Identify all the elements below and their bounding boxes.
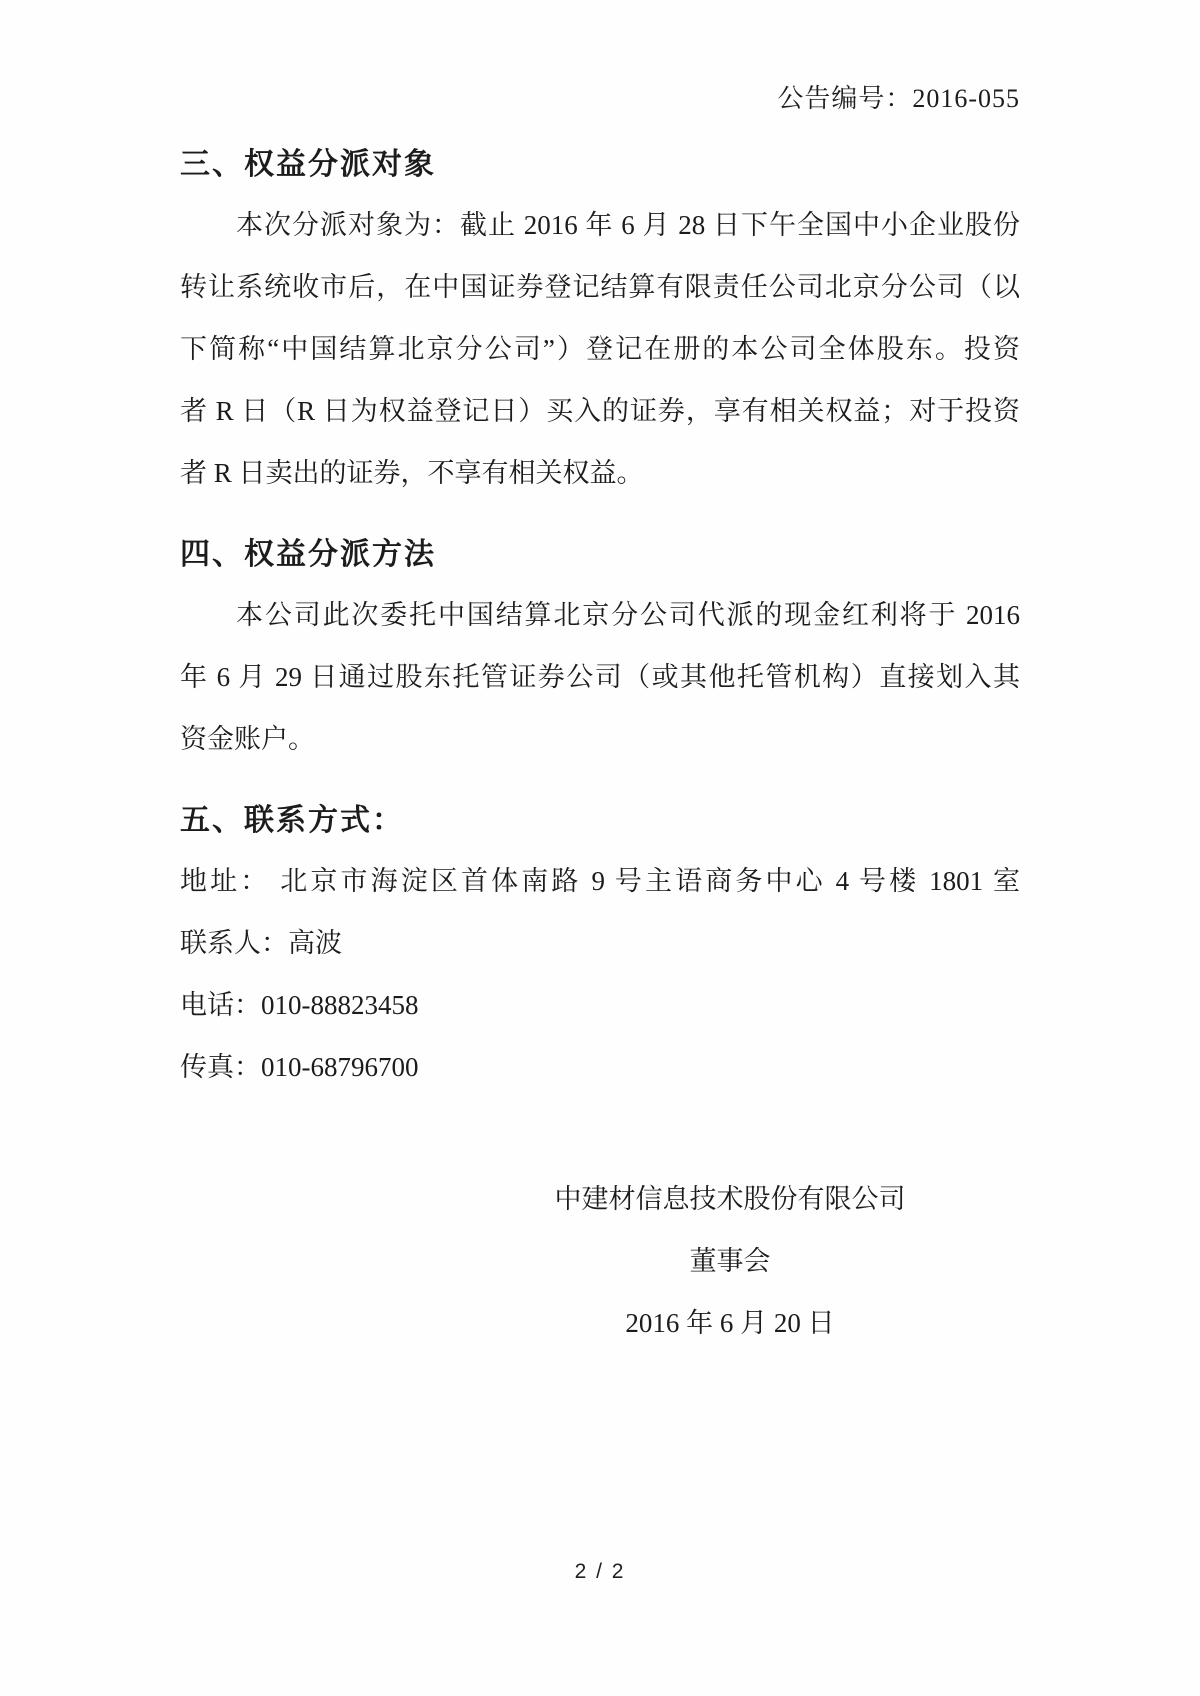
paragraph-line: 本公司此次委托中国结算北京分公司代派的现金红利将于 2016 — [236, 600, 1020, 630]
paragraph-line: 本次分派对象为：截止 2016 年 6 月 28 日下午全国中小企业股份 — [236, 210, 1020, 240]
phone-line: 电话：010-88823458 — [180, 990, 419, 1020]
announcement-number: 公告编号：2016-055 — [777, 84, 1020, 113]
signature-block — [440, 1168, 1020, 1354]
document-content — [180, 0, 1020, 1354]
section-heading-contact-info: 五、联系方式： — [180, 804, 404, 837]
contact-person-line: 联系人：高波 — [180, 928, 342, 958]
paragraph-line: 者 R 日卖出的证券，不享有相关权益。 — [180, 458, 644, 488]
board-signature: 董事会 — [689, 1246, 771, 1276]
paragraph-line: 者 R 日（R 日为权益登记日）买入的证券，享有相关权益；对于投资 — [180, 396, 1020, 426]
paragraph-line: 年 6 月 29 日通过股东托管证券公司（或其他托管机构）直接划入其 — [180, 662, 1020, 692]
section-heading-distribution-method: 四、权益分派方法 — [180, 538, 436, 571]
paragraph-line: 下简称“中国结算北京分公司”）登记在册的本公司全体股东。投资 — [180, 334, 1020, 364]
fax-line: 传真：010-68796700 — [180, 1052, 419, 1082]
signature-date: 2016 年 6 月 20 日 — [625, 1308, 835, 1338]
paragraph-distribution-target — [180, 194, 1020, 504]
company-name: 中建材信息技术股份有限公司 — [554, 1184, 906, 1214]
page-number: 2 / 2 — [574, 1560, 626, 1583]
section-heading-distribution-target: 三、权益分派对象 — [180, 148, 436, 181]
address-line: 地址： 北京市海淀区首体南路 9 号主语商务中心 4 号楼 1801 室 — [180, 866, 1020, 896]
paragraph-distribution-method — [180, 584, 1020, 770]
paragraph-line: 转让系统收市后，在中国证券登记结算有限责任公司北京分公司（以 — [180, 272, 1020, 302]
contact-info-block — [180, 850, 1020, 1098]
paragraph-line: 资金账户。 — [180, 724, 315, 754]
